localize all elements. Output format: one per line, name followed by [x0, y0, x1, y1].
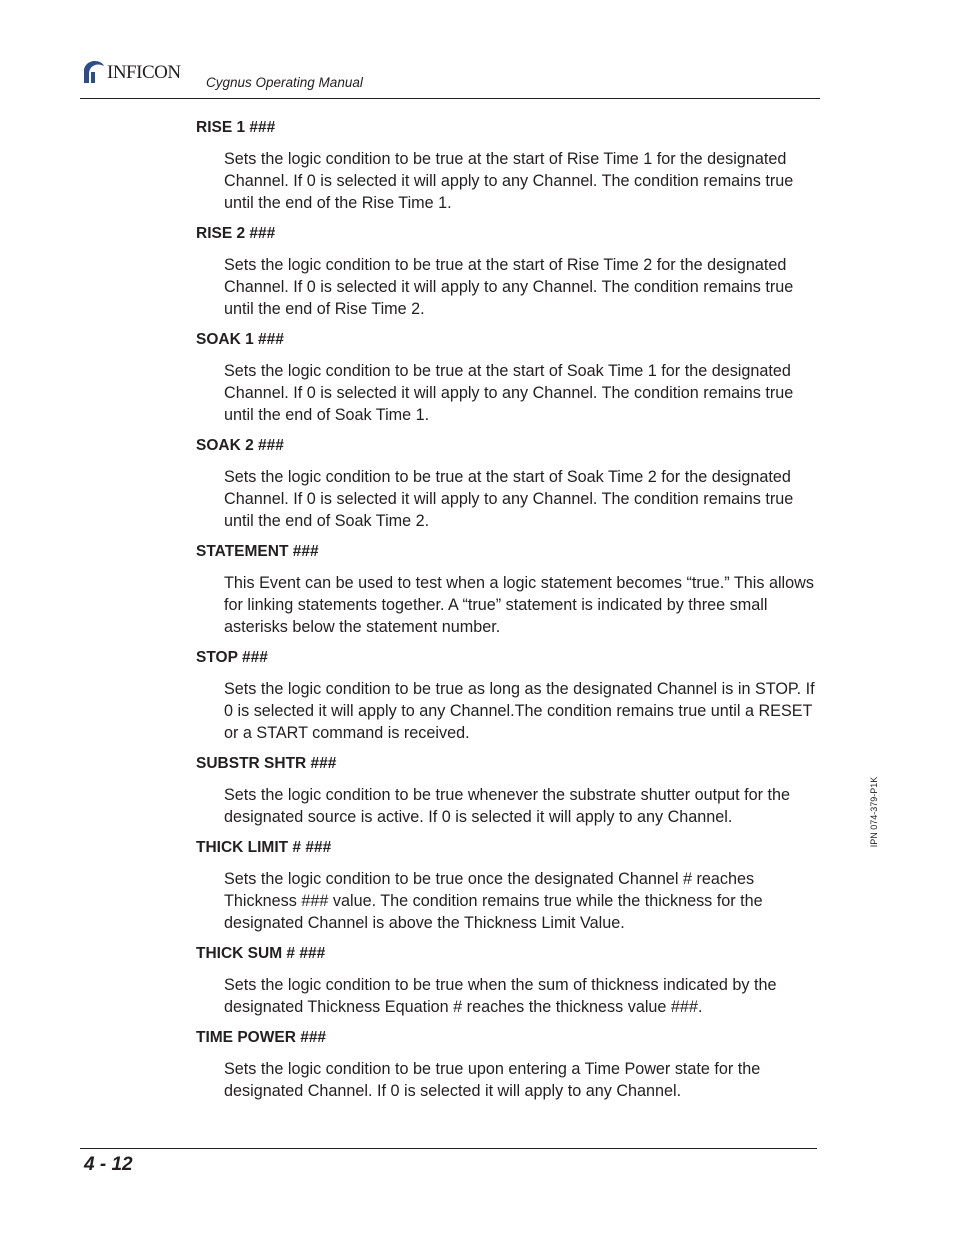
event-heading: SOAK 2 ### [196, 437, 284, 454]
event-description: Sets the logic condition to be true once the designated Channel # reaches Thickness ### value. The condition remains true while the thickness for the designated Channel is above the Thickness Limit Value. [224, 870, 763, 932]
event-heading: STOP ### [196, 649, 268, 666]
event-entry [196, 754, 816, 828]
event-description: Sets the logic condition to be true when the sum of thickness indicated by the designated Thickness Equation # reaches the thickness value ###. [224, 976, 777, 1016]
event-heading: RISE 2 ### [196, 225, 276, 242]
event-heading: THICK LIMIT # ### [196, 839, 332, 856]
event-entry [196, 648, 816, 744]
event-description: Sets the logic condition to be true at the start of Soak Time 1 for the designated Channel. If 0 is selected it will apply to any Channel. The condition remains true until the end of Soak Time 1. [224, 362, 794, 424]
event-heading: STATEMENT ### [196, 543, 319, 560]
event-entry [196, 436, 816, 532]
ipn-text: IPN 074-379-P1K [869, 776, 879, 848]
event-description: Sets the logic condition to be true at the start of Soak Time 2 for the designated Channel. If 0 is selected it will apply to any Channel. The condition remains true until the end of Soak Time 2. [224, 468, 794, 530]
event-description: Sets the logic condition to be true as long as the designated Channel is in STOP. If 0 is selected it will apply to any Channel.The condition remains true until a RESET or a START command is received. [224, 680, 815, 742]
logo-text: INFICON [107, 61, 181, 83]
event-heading: THICK SUM # ### [196, 945, 326, 962]
event-description: This Event can be used to test when a logic statement becomes “true.” This allows for linking statements together. A “true” statement is indicated by three small asterisks below the statement number. [224, 574, 814, 636]
event-heading: SUBSTR SHTR ### [196, 755, 337, 772]
inficon-logo [81, 59, 181, 85]
event-entry [196, 224, 816, 320]
event-entry [196, 1028, 816, 1102]
event-heading: SOAK 1 ### [196, 331, 284, 348]
footer-divider [80, 1148, 817, 1149]
event-description: Sets the logic condition to be true at the start of Rise Time 2 for the designated Channel. If 0 is selected it will apply to any Channel. The condition remains true until the end of Rise Time 2. [224, 256, 794, 318]
manual-title: Cygnus Operating Manual [206, 75, 363, 90]
event-description: Sets the logic condition to be true upon entering a Time Power state for the designated Channel. If 0 is selected it will apply to any Channel. [224, 1060, 761, 1100]
event-description: Sets the logic condition to be true at the start of Rise Time 1 for the designated Channel. If 0 is selected it will apply to any Channel. The condition remains true until the end of the Rise Time 1. [224, 150, 794, 212]
event-entry [196, 118, 816, 214]
event-list [196, 118, 816, 1112]
event-heading: RISE 1 ### [196, 119, 276, 136]
event-entry [196, 944, 816, 1018]
event-entry [196, 330, 816, 426]
event-entry [196, 542, 816, 638]
event-heading: TIME POWER ### [196, 1029, 327, 1046]
event-description: Sets the logic condition to be true whenever the substrate shutter output for the designated source is active. If 0 is selected it will apply to any Channel. [224, 786, 791, 826]
event-entry [196, 838, 816, 934]
inficon-logo-icon [81, 60, 105, 84]
header-divider [80, 98, 820, 99]
page-number: 4 - 12 [84, 1154, 133, 1175]
